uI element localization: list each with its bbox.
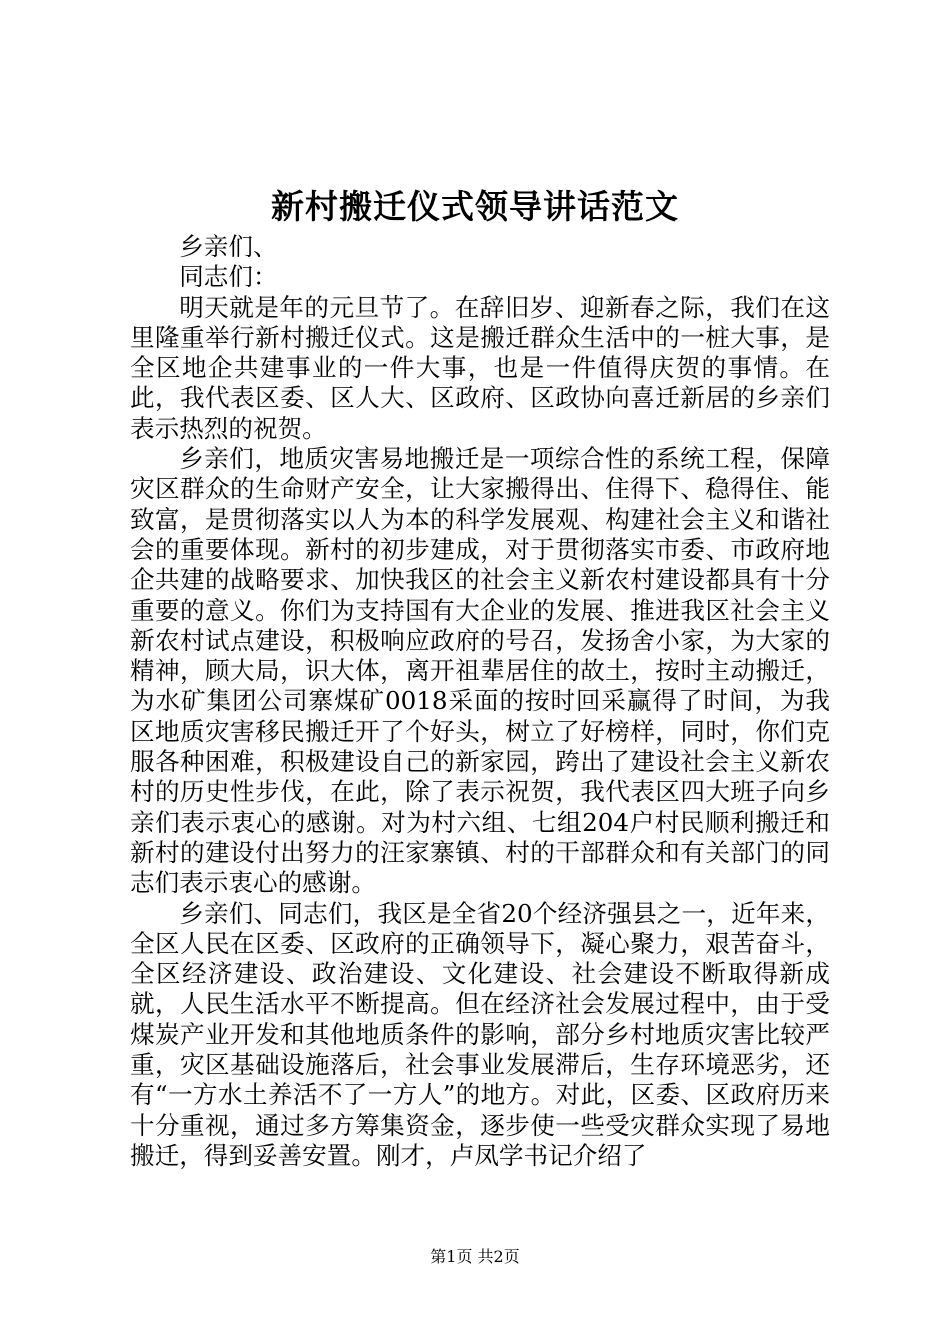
page-number-footer: 第1页 共2页 bbox=[430, 1247, 520, 1266]
body-paragraph: 乡亲们、同志们，我区是全省20个经济强县之一，近年来，全区人民在区委、区政府的正确领导下，凝心聚力，艰苦奋斗，全区经济建设、政治建设、文化建设、社会建设不断取得新成就，人民生活水平不断提高。但在经济社会发展过程中，由于受煤炭产业开发和其他地质条件的影响，部分乡村地质灾害比较严重，灾区基础设施落后，社会事业发展滞后，生存环境恶劣，还有“一方水土养活不了一方人”的地方。对此，区委、区政府历来十分重视，通过多方筹集资金，逐步使一些受灾群众实现了易地搬迁，得到妥善安置。刚才，卢凤学书记介绍了 bbox=[130, 898, 830, 1170]
salutation-line: 乡亲们、 bbox=[179, 232, 278, 261]
document-body bbox=[130, 232, 830, 1171]
body-paragraph: 乡亲们，地质灾害易地搬迁是一项综合性的系统工程，保障灾区群众的生命财产安全，让大家搬得出、住得下、稳得住、能致富，是贯彻落实以人为本的科学发展观、构建社会主义和谐社会的重要体现。新村的初步建成，对于贯彻落实市委、市政府地企共建的战略要求、加快我区的社会主义新农村建设都具有十分重要的意义。你们为支持国有大企业的发展、推进我区社会主义新农村试点建设，积极响应政府的号召，发扬舍小家，为大家的精神，顾大局，识大体，离开祖辈居住的故土，按时主动搬迁，为水矿集团公司寨煤矿0018采面的按时回采赢得了时间，为我区地质灾害移民搬迁开了个好头，树立了好榜样，同时，你们克服各种困难，积极建设自己的新家园，跨出了建设社会主义新农村的历史性步伐，在此，除了表示祝贺，我代表区四大班子向乡亲们表示衷心的感谢。对为村六组、七组204户村民顺利搬迁和新村的建设付出努力的汪家寨镇、村的干部群众和有关部门的同志们表示衷心的感谢。 bbox=[130, 444, 830, 898]
salutation-line: 同志们： bbox=[179, 262, 278, 292]
body-paragraph: 明天就是年的元旦节了。在辞旧岁、迎新春之际，我们在这里隆重举行新村搬迁仪式。这是搬迁群众生活中的一桩大事，是全区地企共建事业的一件大事，也是一件值得庆贺的事情。在此，我代表区委、区人大、区政府、区政协向喜迁新居的乡亲们表示热烈的祝贺。 bbox=[130, 292, 830, 443]
document-title: 新村搬迁仪式领导讲话范文 bbox=[271, 187, 679, 226]
